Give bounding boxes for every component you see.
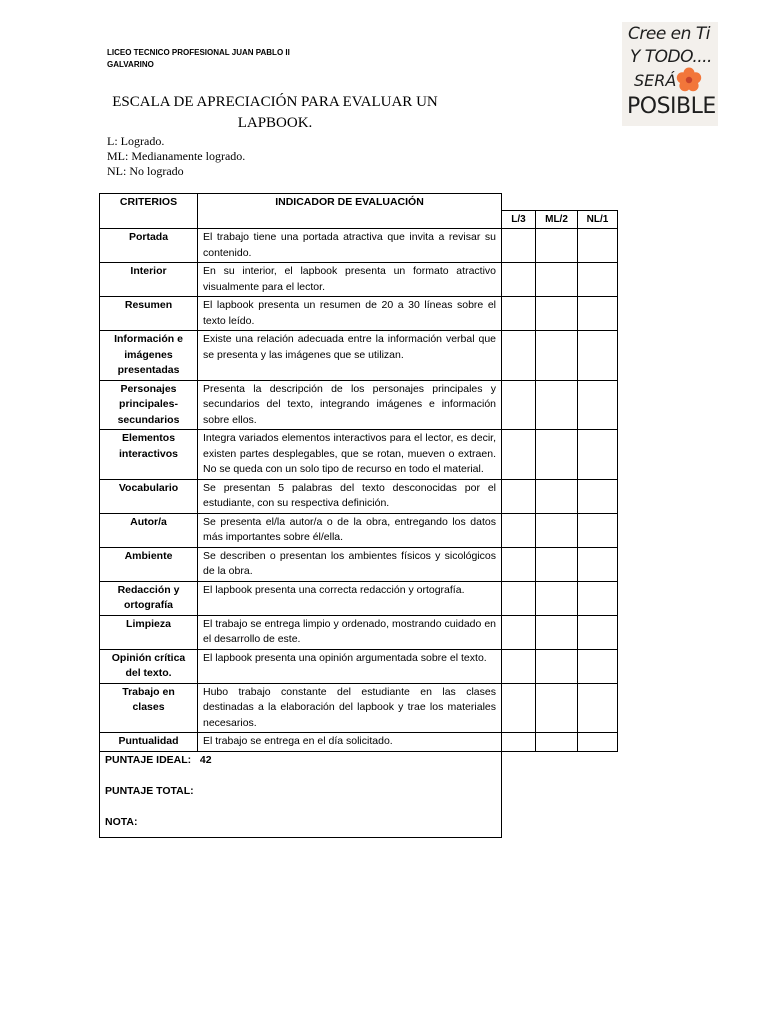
legend-item: L: Logrado. [107,134,165,148]
score-l-cell[interactable] [502,615,536,649]
table-row [100,649,618,683]
table-row [100,547,618,581]
title-line-2: LAPBOOK. [237,115,313,131]
score-nl-cell[interactable] [578,331,618,381]
score-legend [107,134,245,179]
score-ml-cell[interactable] [536,615,578,649]
logo-line-2: Y TODO.... [630,47,712,67]
indicador-cell: Integra variados elementos interactivos para el lector, es decir, existen partes desplegables, que se rotan, mueven o extraen. No se queda con un solo tipo de recurso en todo el material. [198,430,502,480]
score-ml-cell[interactable] [536,581,578,615]
score-ml-cell[interactable] [536,380,578,430]
score-nl-cell[interactable] [578,380,618,430]
score-l-cell[interactable] [502,581,536,615]
score-l-cell[interactable] [502,229,536,263]
rubric-table [99,193,618,838]
score-nl-cell[interactable] [578,297,618,331]
score-ml-cell[interactable] [536,229,578,263]
score-ml-cell[interactable] [536,733,578,752]
score-ml-cell[interactable] [536,683,578,733]
score-l-cell[interactable] [502,430,536,480]
score-l-cell[interactable] [502,733,536,752]
header-score-nl: NL/1 [578,210,618,229]
score-nl-cell[interactable] [578,479,618,513]
criterio-cell: Ambiente [100,547,198,581]
header-criterios: CRITERIOS [100,194,198,229]
header-spacer [502,194,618,211]
table-row [100,683,618,733]
motivational-logo [622,22,718,126]
table-row [100,513,618,547]
table-row [100,479,618,513]
score-nl-cell[interactable] [578,263,618,297]
indicador-cell: El trabajo se entrega limpio y ordenado, mostrando cuidado en el desarrollo de este. [198,615,502,649]
puntaje-ideal-label: PUNTAJE IDEAL: [105,753,192,766]
score-nl-cell[interactable] [578,581,618,615]
indicador-cell: Existe una relación adecuada entre la información verbal que se presenta y las imágenes que se utilizan. [198,331,502,381]
puntaje-total-label: PUNTAJE TOTAL: [105,784,194,797]
score-ml-cell[interactable] [536,331,578,381]
table-row [100,297,618,331]
score-nl-cell[interactable] [578,733,618,752]
score-nl-cell[interactable] [578,430,618,480]
criterio-cell: Portada [100,229,198,263]
criterio-cell: Trabajo en clases [100,683,198,733]
score-l-cell[interactable] [502,380,536,430]
criterio-cell: Puntualidad [100,733,198,752]
score-ml-cell[interactable] [536,430,578,480]
score-ml-cell[interactable] [536,263,578,297]
footer-row [100,751,618,838]
criterio-cell: Información e imágenes presentadas [100,331,198,381]
logo-line-4: POSIBLE [627,94,716,119]
score-nl-cell[interactable] [578,649,618,683]
indicador-cell: Hubo trabajo constante del estudiante en las clases destinadas a la elaboración del lapbook y trae los materiales necesarios. [198,683,502,733]
score-nl-cell[interactable] [578,683,618,733]
school-header [107,47,290,71]
score-l-cell[interactable] [502,297,536,331]
criterio-cell: Opinión crítica del texto. [100,649,198,683]
criterio-cell: Autor/a [100,513,198,547]
criterio-cell: Vocabulario [100,479,198,513]
score-l-cell[interactable] [502,263,536,297]
criterio-cell: Elementos interactivos [100,430,198,480]
title-line-1: ESCALA DE APRECIACIÓN PARA EVALUAR UN [112,94,438,110]
header-score-ml: ML/2 [536,210,578,229]
document-title [100,92,450,134]
score-nl-cell[interactable] [578,229,618,263]
criterio-cell: Limpieza [100,615,198,649]
table-row [100,331,618,381]
score-l-cell[interactable] [502,547,536,581]
table-header-row [100,194,618,211]
indicador-cell: El lapbook presenta un resumen de 20 a 30 líneas sobre el texto leído. [198,297,502,331]
score-l-cell[interactable] [502,479,536,513]
score-nl-cell[interactable] [578,615,618,649]
legend-item: ML: Medianamente logrado. [107,149,246,163]
logo-line-3: SERÁ [634,71,677,90]
criterio-cell: Resumen [100,297,198,331]
table-row [100,263,618,297]
table-row [100,380,618,430]
indicador-cell: El trabajo se entrega en el día solicitado. [198,733,502,752]
indicador-cell: Se presentan 5 palabras del texto desconocidas por el estudiante, con su respectiva definición. [198,479,502,513]
score-ml-cell[interactable] [536,649,578,683]
table-row [100,581,618,615]
table-row [100,430,618,480]
score-l-cell[interactable] [502,513,536,547]
indicador-cell: El lapbook presenta una opinión argumentada sobre el texto. [198,649,502,683]
score-l-cell[interactable] [502,649,536,683]
score-summary [100,751,502,838]
flower-icon [676,67,702,93]
school-name: LICEO TECNICO PROFESIONAL JUAN PABLO II [107,48,290,57]
indicador-cell: Se presenta el/la autor/a o de la obra, entregando los datos más importantes sobre él/ella. [198,513,502,547]
score-l-cell[interactable] [502,331,536,381]
legend-item: NL: No logrado [107,164,184,178]
indicador-cell: Presenta la descripción de los personajes principales y secundarios del texto, integrando imágenes e información sobre ellos. [198,380,502,430]
score-ml-cell[interactable] [536,479,578,513]
logo-line-1: Cree en Ti [628,24,710,44]
nota-label: NOTA: [105,815,138,828]
indicador-cell: El trabajo tiene una portada atractiva que invita a revisar su contenido. [198,229,502,263]
score-nl-cell[interactable] [578,547,618,581]
indicador-cell: En su interior, el lapbook presenta un formato atractivo visualmente para el lector. [198,263,502,297]
indicador-cell: Se describen o presentan los ambientes físicos y sicológicos de la obra. [198,547,502,581]
indicador-cell: El lapbook presenta una correcta redacción y ortografía. [198,581,502,615]
criterio-cell: Redacción y ortografía [100,581,198,615]
header-score-l: L/3 [502,210,536,229]
table-row [100,229,618,263]
table-row [100,615,618,649]
header-indicador: INDICADOR DE EVALUACIÓN [198,194,502,229]
score-ml-cell[interactable] [536,513,578,547]
score-ml-cell[interactable] [536,297,578,331]
criterio-cell: Personajes principales-secundarios [100,380,198,430]
criterio-cell: Interior [100,263,198,297]
school-city: GALVARINO [107,60,154,69]
puntaje-ideal-value: 42 [199,753,212,766]
table-row [100,733,618,752]
score-nl-cell[interactable] [578,513,618,547]
score-ml-cell[interactable] [536,547,578,581]
score-l-cell[interactable] [502,683,536,733]
